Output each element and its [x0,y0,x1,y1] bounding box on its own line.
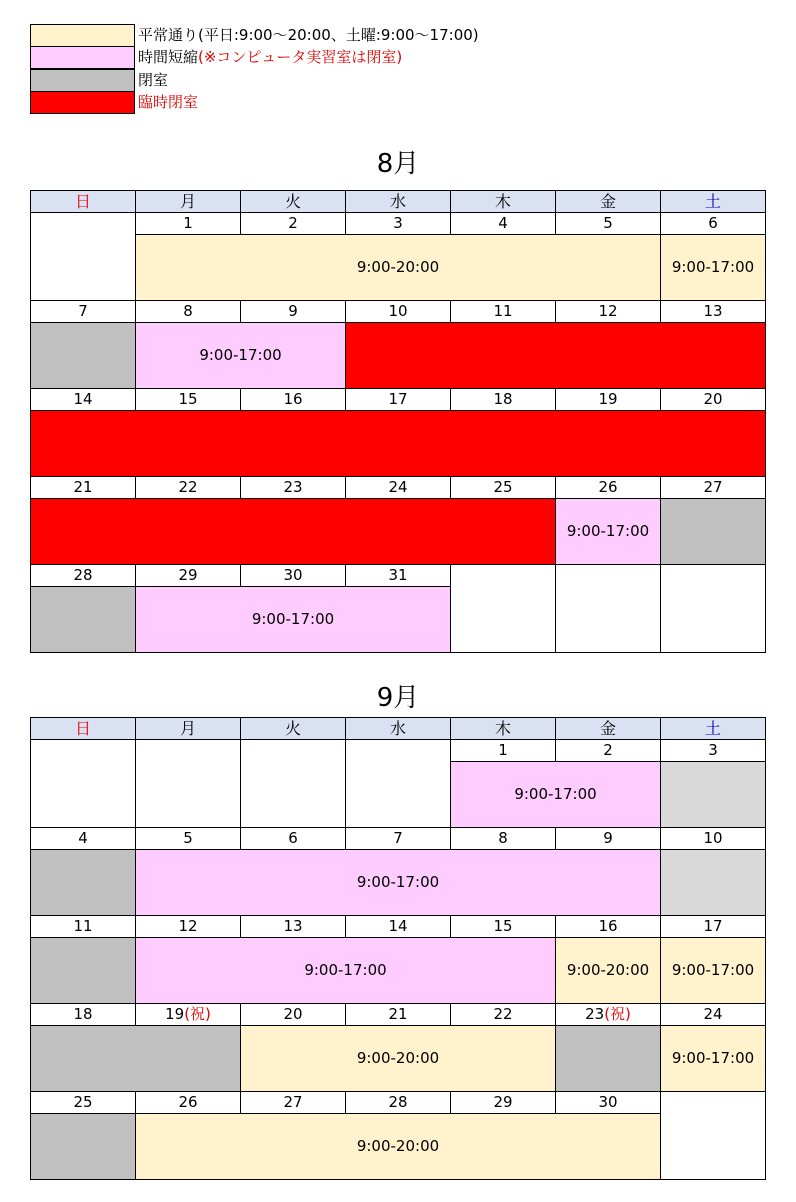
hours-text: 9:00-17:00 [671,258,755,276]
day-number-text: 28 [388,1093,408,1111]
day-number [30,388,136,411]
schedule-block [135,739,241,828]
day-number-text: 10 [388,302,408,320]
hours-text: 9:00-17:00 [566,522,650,540]
weekday-header: 火 [240,717,346,740]
day-number [660,300,766,323]
hours-text: 9:00-20:00 [356,1049,440,1067]
day-number-text: 26 [598,478,618,496]
legend-text: 臨時閉室 [138,93,199,111]
schedule-block [135,322,346,389]
day-number [30,300,136,323]
day-number-text: 10 [703,829,723,847]
hours-text: 9:00-17:00 [356,873,440,891]
day-number-text: 14 [73,390,93,408]
day-number [240,212,346,235]
day-number-text: 27 [283,1093,303,1111]
day-number [30,476,136,499]
hours-text: 9:00-17:00 [671,961,755,979]
schedule-block [30,586,136,653]
day-number [450,739,556,762]
legend-swatch [30,46,135,69]
day-number [555,827,661,850]
weekday-header: 金 [555,717,661,740]
hours-text: 9:00-17:00 [671,1049,755,1067]
day-number-text: 21 [73,478,93,496]
calendar-title: 8月 [376,149,420,179]
hours-text: 9:00-20:00 [566,961,650,979]
day-number-text: 30 [283,566,303,584]
day-number-text: 7 [78,302,88,320]
day-number [555,476,661,499]
weekday-header: 月 [135,190,241,213]
schedule-block [135,849,661,916]
schedule-block [660,498,766,565]
schedule-block [345,322,766,389]
day-number-text: 24 [388,478,408,496]
schedule-block [30,322,136,389]
day-number-text: 19 [598,390,618,408]
legend-text: 閉室 [138,71,169,89]
day-number [660,915,766,938]
day-number-text: 6 [708,214,718,232]
day-number-text: 25 [73,1093,93,1111]
day-number-text: 22 [493,1005,513,1023]
day-number-text: 2 [603,741,613,759]
day-number [30,1091,136,1114]
day-number-text: 6 [288,829,298,847]
day-number-text: 2 [288,214,298,232]
day-number [135,388,241,411]
day-number-text: 16 [598,917,618,935]
day-number [555,300,661,323]
weekday-header: 金 [555,190,661,213]
day-number [240,915,346,938]
legend-label [138,92,198,112]
day-number-text: 29 [178,566,198,584]
day-number-text: 23 [283,478,303,496]
schedule-block [135,937,556,1004]
day-number [30,915,136,938]
day-number-text: 9 [288,302,298,320]
day-number [660,212,766,235]
schedule-block [135,1113,661,1180]
day-number [240,476,346,499]
day-number [450,1091,556,1114]
day-number [555,1091,661,1114]
day-number-text: 25 [493,478,513,496]
day-number [555,388,661,411]
day-number [555,1003,661,1026]
day-number [240,300,346,323]
day-number [660,827,766,850]
hours-text: 9:00-17:00 [514,785,597,803]
day-number-text: 22 [178,478,198,496]
weekday-header: 水 [345,190,451,213]
day-number [345,388,451,411]
schedule-block [555,498,661,565]
day-number-text: 4 [498,214,508,232]
day-number-text: 26 [178,1093,198,1111]
day-number-text: 4 [78,829,88,847]
day-number [345,564,451,587]
weekday-header: 日 [30,717,136,740]
day-number-text: 18 [493,390,513,408]
hours-text: 9:00-20:00 [356,1137,440,1155]
day-number [135,915,241,938]
day-number-text: 8 [183,302,193,320]
day-number [450,915,556,938]
schedule-block [660,1025,766,1092]
schedule-block [30,410,766,477]
legend-label [138,70,168,90]
day-number-text: 5 [183,829,193,847]
schedule-block [660,761,766,828]
schedule-block [30,849,136,916]
legend-label [138,25,479,45]
day-number [135,476,241,499]
weekday-header: 土 [660,190,766,213]
holiday-mark: (祝) [604,1005,631,1023]
day-number-text: 9 [603,829,613,847]
day-number-text: 21 [388,1005,408,1023]
schedule-block [240,1025,556,1092]
day-number [345,476,451,499]
day-number [660,388,766,411]
day-number [345,300,451,323]
schedule-block [30,212,136,301]
day-number-text: 13 [703,302,723,320]
schedule-block [30,937,136,1004]
hours-text: 9:00-17:00 [304,961,387,979]
day-number-text: 30 [598,1093,618,1111]
day-number [345,212,451,235]
day-number-text: 7 [393,829,403,847]
day-number [660,1003,766,1026]
day-number [660,739,766,762]
day-number-text: 18 [73,1005,93,1023]
day-number [30,564,136,587]
day-number-text: 14 [388,917,408,935]
schedule-block [30,498,556,565]
day-number [135,300,241,323]
day-number-text: 15 [493,917,513,935]
day-number-text: 11 [493,302,513,320]
day-number [555,739,661,762]
day-number [450,388,556,411]
day-number [345,827,451,850]
day-number [450,1003,556,1026]
schedule-block [450,564,556,653]
calendar-title: 9月 [376,683,420,713]
weekday-header: 木 [450,717,556,740]
day-number-text: 12 [178,917,198,935]
schedule-block [555,1025,661,1092]
weekday-header: 木 [450,190,556,213]
day-number [240,827,346,850]
schedule-block [135,586,451,653]
weekday-header: 日 [30,190,136,213]
weekday-header: 土 [660,717,766,740]
day-number [450,476,556,499]
day-number [450,827,556,850]
legend-note: (※コンピュータ実習室は閉室) [198,48,403,66]
day-number [450,300,556,323]
day-number [240,1003,346,1026]
schedule-block [30,1113,136,1180]
weekday-header: 水 [345,717,451,740]
schedule-block [30,1025,241,1092]
legend-label [138,47,402,67]
day-number-text: 24 [703,1005,723,1023]
day-number-text: 20 [283,1005,303,1023]
day-number-text: 12 [598,302,618,320]
schedule-block [135,234,661,301]
day-number-text: 28 [73,566,93,584]
day-number [30,827,136,850]
day-number [135,827,241,850]
schedule-block [240,739,346,828]
legend-swatch [30,69,135,92]
weekday-header: 火 [240,190,346,213]
legend-text: 時間短縮 [138,48,199,66]
day-number [240,564,346,587]
day-number [345,1091,451,1114]
schedule-block [660,937,766,1004]
legend-text: 平常通り(平日:9:00〜20:00、土曜:9:00〜17:00) [138,26,479,44]
day-number [345,915,451,938]
day-number-text: 11 [73,917,93,935]
day-number-text: 17 [703,917,723,935]
day-number-text: 19 [165,1005,185,1023]
day-number [30,1003,136,1026]
hours-text: 9:00-20:00 [356,258,440,276]
hours-text: 9:00-17:00 [199,346,282,364]
day-number-text: 15 [178,390,198,408]
schedule-block [660,1091,766,1180]
day-number-text: 16 [283,390,303,408]
day-number [660,476,766,499]
day-number [555,915,661,938]
day-number [135,212,241,235]
day-number-text: 29 [493,1093,513,1111]
day-number [135,564,241,587]
day-number-text: 27 [703,478,723,496]
day-number-text: 17 [388,390,408,408]
day-number-text: 31 [388,566,408,584]
day-number-text: 20 [703,390,723,408]
day-number [135,1003,241,1026]
day-number-text: 1 [498,741,508,759]
schedule-block [660,564,766,653]
schedule-block [555,564,661,653]
legend-swatch [30,91,135,114]
day-number [450,212,556,235]
schedule-block [345,739,451,828]
day-number [240,388,346,411]
day-number-text: 3 [708,741,718,759]
hours-text: 9:00-17:00 [251,610,335,628]
day-number [555,212,661,235]
day-number-text: 13 [283,917,303,935]
day-number-text: 5 [603,214,613,232]
holiday-mark: (祝) [184,1005,211,1023]
day-number [135,1091,241,1114]
day-number [345,1003,451,1026]
day-number-text: 23 [585,1005,605,1023]
day-number [240,1091,346,1114]
weekday-header: 月 [135,717,241,740]
schedule-block [555,937,661,1004]
day-number-text: 3 [393,214,403,232]
schedule-block [660,234,766,301]
day-number-text: 1 [183,214,193,232]
legend-swatch [30,24,135,47]
schedule-block [30,739,136,828]
schedule-block [450,761,661,828]
day-number-text: 8 [498,829,508,847]
schedule-block [660,849,766,916]
